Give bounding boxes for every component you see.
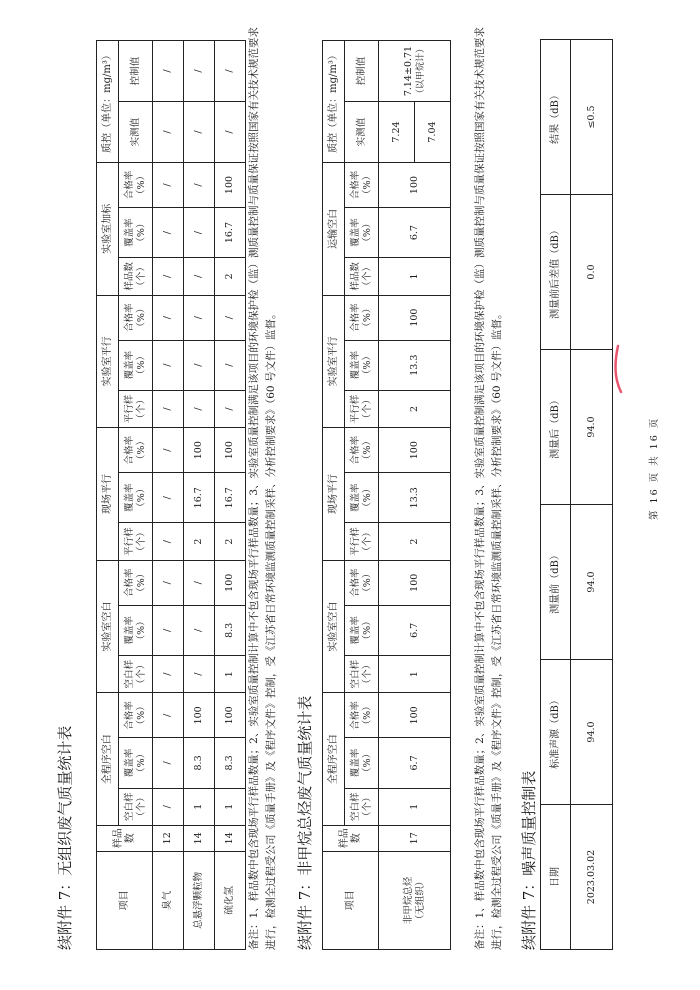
row-name-line1: 非甲烷总烃	[402, 876, 414, 925]
cell: 1	[184, 788, 215, 825]
header-result: 结果（dB）	[541, 40, 571, 195]
cell: /	[153, 258, 184, 295]
header-before: 测量前（dB）	[541, 505, 571, 660]
header-blank-count: 空白样（个）	[119, 788, 153, 825]
cell: /	[153, 605, 184, 655]
cell: 1	[379, 788, 451, 825]
cell: /	[153, 523, 184, 560]
header-blank-count: 空白样（个）	[119, 655, 153, 692]
cell: /	[153, 41, 184, 102]
header-limit: 控制值	[345, 41, 379, 102]
table3-title: 续附件 7：噪声质量控制表	[520, 770, 538, 950]
header-limit: 控制值	[119, 41, 153, 102]
header-lab-parallel: 实验室平行	[323, 295, 345, 428]
cell-standard-source: 94.0	[571, 660, 613, 805]
header-pass: 合格率（%）	[119, 560, 153, 605]
header-cover: 覆盖率（%）	[345, 207, 379, 257]
cell: /	[184, 390, 215, 427]
table2-header-row	[323, 41, 345, 950]
table-row	[215, 41, 246, 950]
cell: 17	[379, 825, 451, 851]
table-row	[153, 41, 184, 950]
header-cover: 覆盖率（%）	[119, 340, 153, 390]
header-blank-count: 空白样（个）	[345, 655, 379, 692]
header-pass: 合格率（%）	[345, 693, 379, 738]
header-full-blank: 全程序空白	[97, 693, 119, 826]
header-parallel-count: 平行样（个）	[119, 390, 153, 427]
cell: 100	[379, 560, 451, 605]
header-blank-count: 空白样（个）	[345, 788, 379, 825]
header-pass: 合格率（%）	[119, 163, 153, 208]
cell: 13.3	[379, 473, 451, 523]
page-number: 第 16 页 共 16 页	[649, 416, 660, 520]
row-name: 臭气	[153, 851, 184, 949]
table2-title: 续附件 7：非甲烷总烃废气质量统计表	[296, 695, 314, 950]
cell: /	[153, 390, 184, 427]
header-cover: 覆盖率（%）	[345, 605, 379, 655]
row-name-line2: （无组织）	[414, 876, 426, 925]
cell: /	[153, 560, 184, 605]
header-field-parallel: 现场平行	[323, 428, 345, 561]
header-lab-parallel: 实验室平行	[97, 295, 119, 428]
cell-difference: 0.0	[571, 195, 613, 350]
row-name: 总悬浮颗粒物	[184, 851, 215, 949]
cell: /	[153, 207, 184, 257]
row-name	[379, 851, 451, 949]
cell: 14	[215, 825, 246, 851]
cell: /	[184, 102, 215, 163]
cell: 2	[215, 258, 246, 295]
cell-before: 94.0	[571, 505, 613, 660]
cell: 2	[379, 390, 451, 427]
header-full-blank: 全程序空白	[323, 693, 345, 826]
cell: /	[153, 340, 184, 390]
cell: /	[215, 41, 246, 102]
header-cover: 覆盖率（%）	[119, 605, 153, 655]
header-item: 项目	[323, 851, 379, 949]
header-pass: 合格率（%）	[345, 295, 379, 340]
table-row	[571, 40, 613, 950]
cell: 1	[379, 258, 451, 295]
header-qc-unit: 质控（单位：mg/m³）	[97, 41, 119, 163]
header-item: 项目	[97, 851, 153, 949]
cell: 100	[215, 163, 246, 208]
cell: /	[184, 207, 215, 257]
table3-header-row	[541, 40, 571, 950]
table1-title: 续附件 7：无组织废气质量统计表	[56, 725, 74, 950]
cell: 8.3	[184, 738, 215, 788]
cell: /	[184, 295, 215, 340]
cell: 16.7	[215, 473, 246, 523]
header-cover: 覆盖率（%）	[119, 207, 153, 257]
header-pass: 合格率（%）	[345, 428, 379, 473]
cell: 8.3	[215, 738, 246, 788]
cell: 100	[215, 693, 246, 738]
cell: 100	[184, 428, 215, 473]
cell: 2	[184, 523, 215, 560]
header-cover: 覆盖率（%）	[345, 473, 379, 523]
header-sample-count: 样品数	[97, 825, 153, 851]
cell-result: ≤0.5	[571, 40, 613, 195]
header-measured: 实测值	[119, 102, 153, 163]
pen-mark-icon	[612, 344, 626, 394]
table-row	[379, 41, 415, 950]
header-pass: 合格率（%）	[119, 428, 153, 473]
header-date: 日期	[541, 805, 571, 950]
header-spike-count: 样品数（个）	[119, 258, 153, 295]
table-row	[184, 41, 215, 950]
row-name: 硫化氢	[215, 851, 246, 949]
cell: /	[153, 163, 184, 208]
header-transport-blank: 运输空白	[323, 163, 345, 296]
header-qc-unit: 质控（单位：mg/m³）	[323, 41, 345, 163]
cell: /	[153, 295, 184, 340]
cell: /	[215, 390, 246, 427]
header-field-parallel: 现场平行	[97, 428, 119, 561]
cell: /	[153, 655, 184, 692]
cell: 6.7	[379, 738, 451, 788]
cell: /	[184, 560, 215, 605]
cell: 16.7	[215, 207, 246, 257]
cell: 1	[215, 655, 246, 692]
cell: /	[215, 340, 246, 390]
header-after: 测量后（dB）	[541, 350, 571, 505]
cell: /	[184, 340, 215, 390]
header-parallel-count: 平行样（个）	[345, 390, 379, 427]
cell: 2	[215, 523, 246, 560]
cell: 100	[215, 428, 246, 473]
cell: 13.3	[379, 340, 451, 390]
cell: /	[215, 102, 246, 163]
header-lab-spike: 实验室加标	[97, 163, 119, 296]
cell: 8.3	[215, 605, 246, 655]
header-pass: 合格率（%）	[345, 163, 379, 208]
header-pass: 合格率（%）	[345, 560, 379, 605]
cell: /	[184, 655, 215, 692]
cell-date: 2023.03.02	[571, 805, 613, 950]
cell: 100	[379, 428, 451, 473]
cell: 12	[153, 825, 184, 851]
exhaust-gas-quality-table	[96, 40, 246, 950]
cell: /	[153, 428, 184, 473]
table2-note: 备注：1、样品数中包含现场平行样品数量；2、实验室质量控制计算中不包含现场平行样品数量；3、实验室质量控制满足该项目的环境保护检（监）测质量控制与质量保证按照国家有关技术规范要求进行，检测全过程受公司《质量手册》及《程序文件》控制，受《江苏省日常环境监测质量控制采样、分析控制要求》（60 号文件）监督。	[474, 26, 503, 950]
measured-value-2: 7.04	[415, 102, 451, 163]
cell: /	[184, 163, 215, 208]
limit-value-line1: 7.14±0.71	[402, 45, 414, 97]
header-spike-count: 样品数（个）	[345, 258, 379, 295]
cell: 100	[379, 163, 451, 208]
cell: 100	[184, 693, 215, 738]
cell: /	[184, 41, 215, 102]
cell: 1	[379, 655, 451, 692]
header-standard-source: 标准声源（dB）	[541, 660, 571, 805]
header-cover: 覆盖率（%）	[345, 340, 379, 390]
header-cover: 覆盖率（%）	[119, 473, 153, 523]
header-pass: 合格率（%）	[119, 693, 153, 738]
noise-quality-table	[540, 39, 613, 950]
table1-note: 备注：1、样品数中包含现场平行样品数量；2、实验室质量控制计算中不包含现场平行样品数量；3、实验室质量控制满足该项目的环境保护检（监）测质量控制与质量保证按照国家有关技术规范要求进行，检测全过程受公司《质量手册》及《程序文件》控制，受《江苏省日常环境监测质量控制采样、分析控制要求》（60 号文件）监督。	[248, 26, 277, 950]
header-parallel-count: 平行样（个）	[345, 523, 379, 560]
limit-value-line2: （以甲烷计）	[415, 44, 426, 99]
cell: 100	[379, 295, 451, 340]
nmhc-quality-table	[322, 40, 451, 950]
cell: /	[184, 258, 215, 295]
cell: 2	[379, 523, 451, 560]
cell: /	[153, 788, 184, 825]
cell: 100	[215, 560, 246, 605]
measured-value-1: 7.24	[379, 102, 415, 163]
cell: 14	[184, 825, 215, 851]
cell: /	[153, 738, 184, 788]
cell: 100	[379, 693, 451, 738]
header-difference: 测量前后差值（dB）	[541, 195, 571, 350]
cell: /	[153, 473, 184, 523]
cell-after: 94.0	[571, 350, 613, 505]
cell: /	[215, 295, 246, 340]
cell: /	[153, 102, 184, 163]
header-parallel-count: 平行样（个）	[119, 523, 153, 560]
cell: 16.7	[184, 473, 215, 523]
cell: 6.7	[379, 605, 451, 655]
limit-value	[379, 41, 451, 102]
header-measured: 实测值	[345, 102, 379, 163]
cell: /	[184, 605, 215, 655]
table1-header-row	[97, 41, 119, 950]
header-pass: 合格率（%）	[119, 295, 153, 340]
cell: 1	[215, 788, 246, 825]
header-sample-count: 样品数	[323, 825, 379, 851]
cell: 6.7	[379, 207, 451, 257]
header-cover: 覆盖率（%）	[345, 738, 379, 788]
header-lab-blank: 实验室空白	[323, 560, 345, 693]
cell: /	[153, 693, 184, 738]
header-cover: 覆盖率（%）	[119, 738, 153, 788]
header-lab-blank: 实验室空白	[97, 560, 119, 693]
